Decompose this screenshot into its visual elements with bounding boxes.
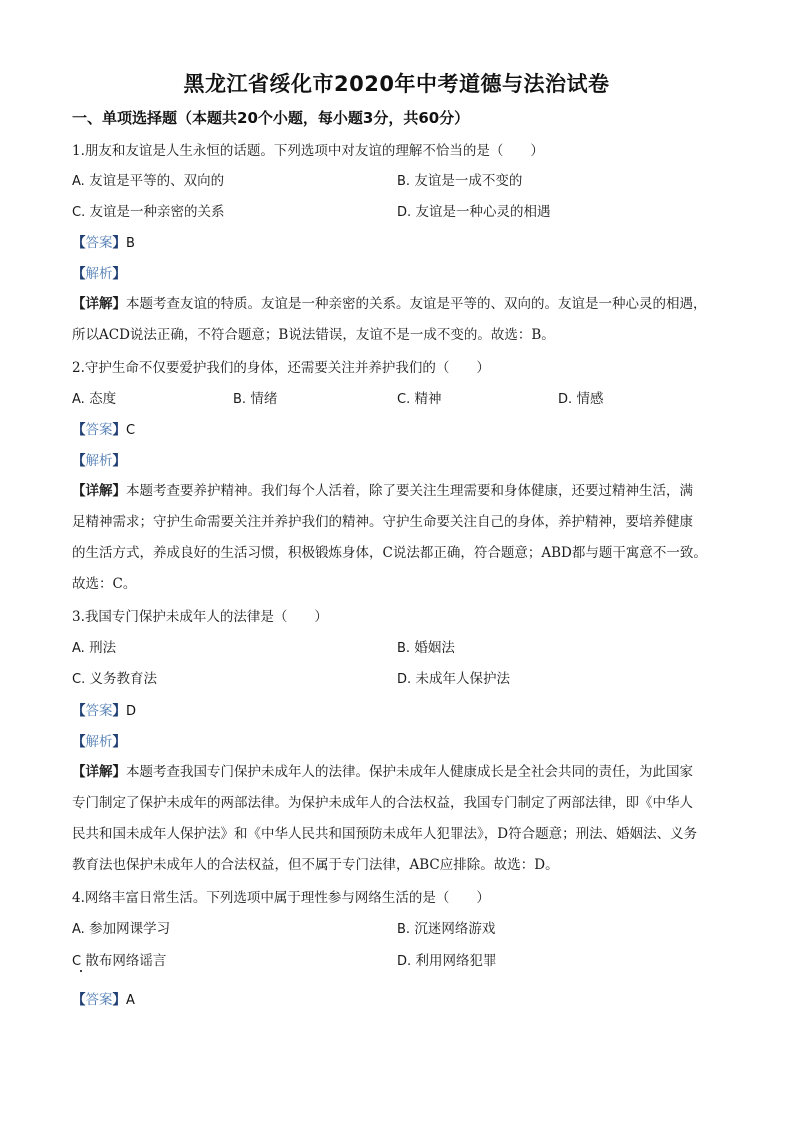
answer-value: B — [126, 236, 135, 251]
question-1-option-b — [397, 171, 522, 192]
question-3-option-a: A. 刑法 — [72, 640, 117, 656]
detail-line: 【详解】本题考查友谊的特质。友谊是一种亲密的关系。友谊是平等的、双向的。友谊是一种心灵的相遇， — [72, 296, 707, 312]
answer-value: D — [126, 704, 137, 719]
question-3-stem: 3.我国专门保护未成年人的法律是（ ） — [72, 609, 328, 625]
option-letter: D. — [397, 205, 412, 220]
question-1-option-d — [397, 202, 550, 223]
detail-line: 足精神需求；守护生命需要关注并养护我们的精神。守护生命要关注自己的身体，养护精神，要培养健康 — [72, 514, 693, 530]
detail-line: 专门制定了保护未成年的两部法律。为保护未成年人的合法权益，我国专门制定了两部法律，即《中华人 — [72, 795, 693, 811]
question-1-stem: 1.朋友和友谊是人生永恒的话题。下列选项中对友谊的理解不恰当的是（ ） — [72, 143, 544, 159]
section-heading: 一、单项选择题（本题共20个小题，每小题3分，共60分） — [72, 109, 470, 127]
question-1-detail — [72, 289, 722, 351]
option-letter: B. — [397, 174, 411, 189]
detail-line: 民共和国未成年人保护法》和《中华人民共和国预防未成年人犯罪法》，D符合题意；刑法、婚姻法、义务 — [72, 826, 698, 842]
question-1-answer — [72, 233, 135, 254]
detail-line: 【详解】本题考查我国专门保护未成年人的法律。保护未成年人健康成长是全社会共同的责任，为此国家 — [72, 764, 693, 780]
option-text: 友谊是一种心灵的相遇 — [415, 204, 551, 220]
question-2-stem: 2.守护生命不仅要爱护我们的身体，还需要关注并养护我们的（ ） — [72, 360, 490, 376]
detail-line: 故选：C。 — [72, 576, 137, 592]
detail-line: 【详解】本题考查要养护精神。我们每个人活着，除了要关注生理需要和身体健康，还要过精神生活，满 — [72, 483, 693, 499]
question-4-answer: 【答案】A — [72, 992, 135, 1008]
stray-dot — [80, 970, 82, 972]
question-4-stem: 4.网络丰富日常生活。下列选项中属于理性参与网络生活的是（ ） — [72, 890, 490, 906]
detail-line: 所以ACD说法正确，不符合题意；B说法错误，友谊不是一成不变的。故选：B。 — [72, 327, 555, 343]
question-2-option-c: C. 精神 — [397, 391, 442, 407]
question-2-option-b: B. 情绪 — [233, 391, 278, 407]
question-3-option-b: B. 婚姻法 — [397, 640, 455, 656]
question-4-option-d: D. 利用网络犯罪 — [397, 953, 497, 969]
question-3-option-d: D. 未成年人保护法 — [397, 671, 510, 687]
option-letter: C. — [72, 205, 86, 220]
question-2-option-a: A. 态度 — [72, 391, 117, 407]
question-3-detail — [72, 757, 722, 881]
question-3-analysis-label: 【解析】 — [72, 734, 126, 750]
answer-label: 【答案】 — [72, 235, 126, 251]
question-2-analysis-label: 【解析】 — [72, 453, 126, 469]
question-2-answer: 【答案】C — [72, 422, 136, 438]
question-2-option-d: D. 情感 — [558, 391, 604, 407]
option-text: 友谊是一成不变的 — [414, 173, 523, 189]
detail-line: 的生活方式，养成良好的生活习惯，积极锻炼身体，C说法都正确，符合题意；ABD都与题干寓意不一致。 — [72, 545, 707, 561]
question-3-answer: 【答案】D — [72, 703, 137, 719]
document-title: 黑龙江省绥化市2020年中考道德与法治试卷 — [183, 72, 610, 96]
question-1-analysis-label: 【解析】 — [72, 266, 126, 282]
option-text: 友谊是一种亲密的关系 — [89, 204, 225, 220]
answer-value: C — [126, 423, 136, 438]
question-4-option-a: A. 参加网课学习 — [72, 921, 171, 937]
option-text: 友谊是平等的、双向的 — [89, 173, 225, 189]
question-3-option-c: C. 义务教育法 — [72, 671, 158, 687]
detail-line: 教育法也保护未成年人的合法权益，但不属于专门法律，ABC应排除。故选：D。 — [72, 857, 559, 873]
question-2-detail — [72, 476, 722, 600]
answer-value: A — [126, 993, 135, 1008]
question-4-option-b: B. 沉迷网络游戏 — [397, 921, 496, 937]
question-1-option-c — [72, 202, 225, 223]
question-1-option-a — [72, 171, 224, 192]
question-4-option-c: C 散布网络谣言 — [72, 953, 167, 969]
option-letter: A. — [72, 174, 85, 189]
